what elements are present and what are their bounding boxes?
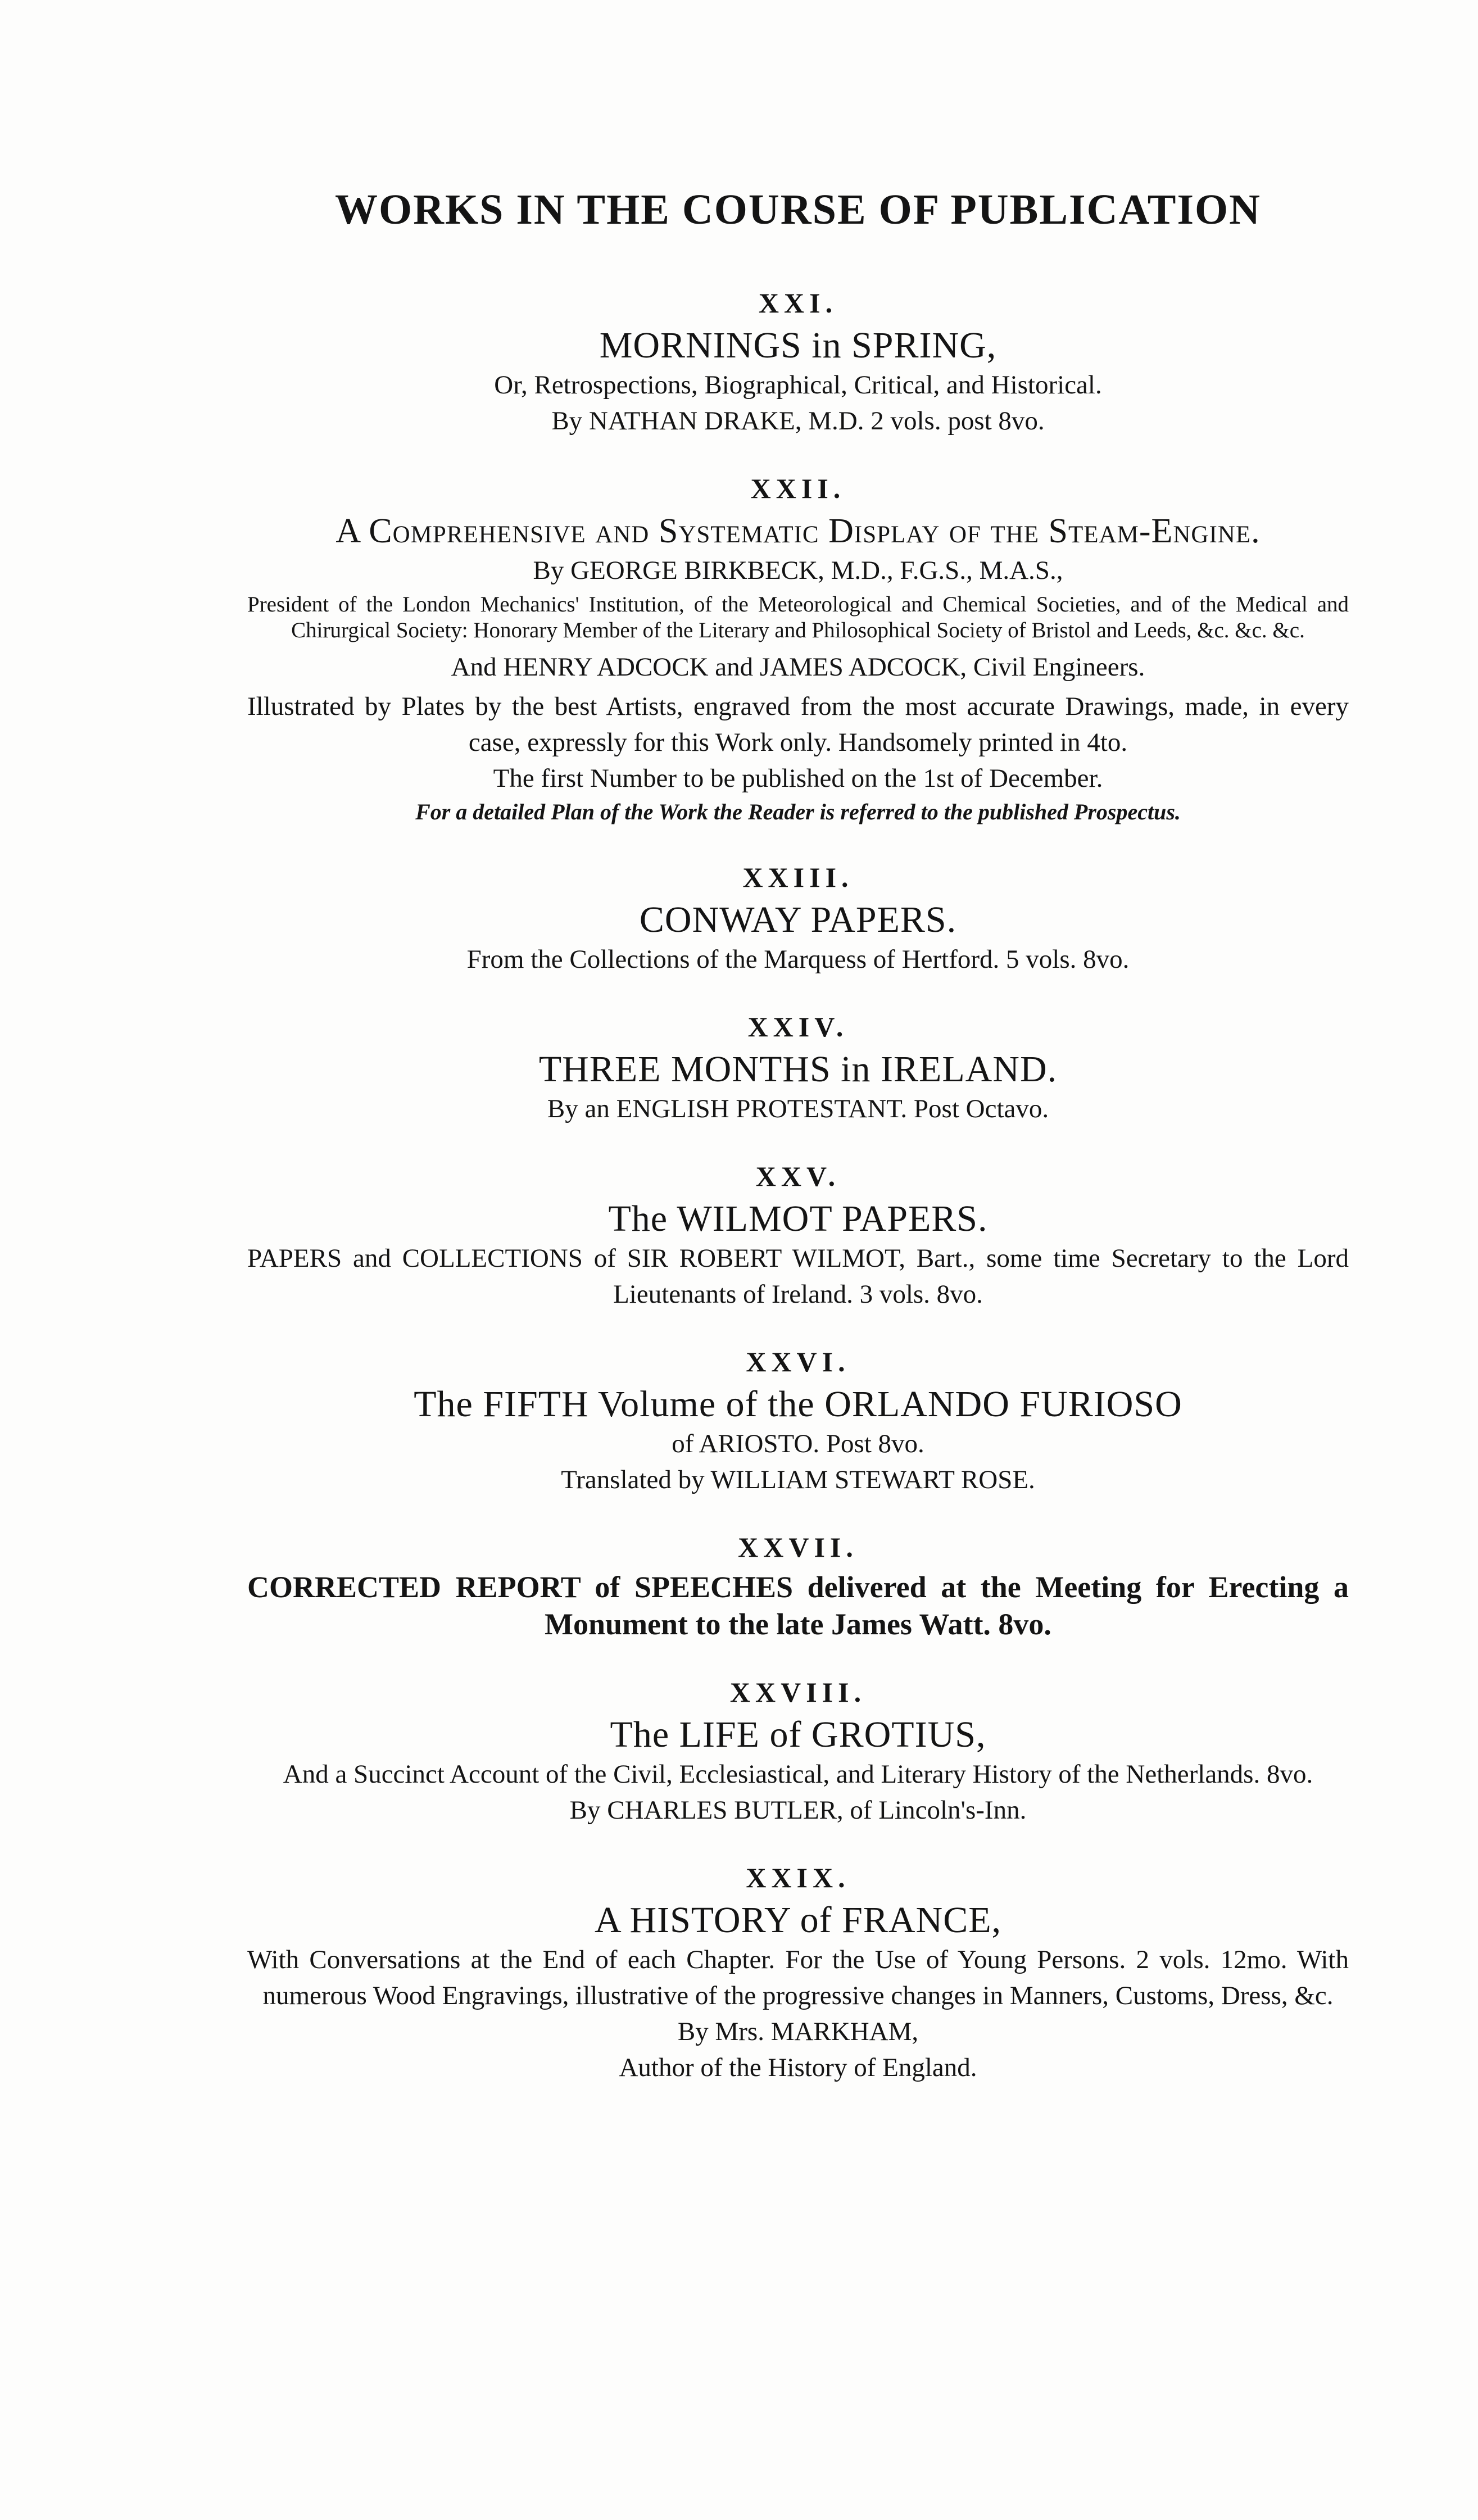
entry-subtitle: of ARIOSTO. Post 8vo. <box>672 1429 924 1458</box>
entry-title: The FIFTH Volume of the ORLANDO FURIOSO <box>414 1384 1182 1425</box>
entry-publication-date: The first Number to be published on the 1st of December. <box>493 764 1103 793</box>
entry-details: By an ENGLISH PROTESTANT. Post Octavo. <box>547 1094 1049 1123</box>
entry-number: XXVIII. <box>729 1676 867 1708</box>
entry-xxvii <box>247 1529 1349 1643</box>
entry-author: By NATHAN DRAKE, M.D. 2 vols. post 8vo. <box>551 406 1045 436</box>
entry-title: A Comprehensive and Systematic Display of the Steam-Engine. <box>336 512 1261 550</box>
entry-translator: Translated by WILLIAM STEWART ROSE. <box>561 1465 1035 1494</box>
entry-xxvi <box>247 1344 1349 1498</box>
entry-subtitle: And a Succinct Account of the Civil, Ecclesiastical, and Literary History of the Netherlands. 8vo. <box>283 1760 1313 1789</box>
entry-number: XXII. <box>750 473 846 504</box>
entry-details: From the Collections of the Marquess of Hertford. 5 vols. 8vo. <box>466 945 1130 974</box>
entry-subtitle: Or, Retrospections, Biographical, Critical, and Historical. <box>494 370 1102 400</box>
entry-author-note: Author of the History of England. <box>619 2053 977 2082</box>
entry-title: THREE MONTHS in IRELAND. <box>538 1049 1058 1090</box>
publication-list-page <box>247 185 1349 2117</box>
entry-description: Illustrated by Plates by the best Artists, engraved from the most accurate Drawings, made, in every case, expressly for this Work only. Handsomely printed in 4to. <box>247 692 1349 757</box>
entry-coauthors: And HENRY ADCOCK and JAMES ADCOCK, Civil Engineers. <box>451 652 1145 682</box>
entry-number: XXVII. <box>738 1531 858 1563</box>
entry-credentials: President of the London Mechanics' Institution, of the Meteorological and Chemical Societies, and of the Medical and Chirurgical Society: Honorary Member of the Literary and Philosophical Society of Bristol and Leeds, &c. &c. &c. <box>247 592 1349 642</box>
entry-title: The WILMOT PAPERS. <box>608 1198 988 1239</box>
entry-description: With Conversations at the End of each Chapter. For the Use of Young Persons. 2 vols. 12mo. With numerous Wood Engravings, illustrative of the progressive changes in Manners, Customs, Dress, &c. <box>247 1945 1349 2010</box>
entry-xxviii <box>247 1674 1349 1828</box>
entry-title: A HISTORY of FRANCE, <box>594 1900 1002 1941</box>
entry-xxiv <box>247 1009 1349 1127</box>
entry-number: XXI. <box>758 287 838 319</box>
entry-xxi <box>247 285 1349 439</box>
entry-author: By CHARLES BUTLER, of Lincoln's-Inn. <box>569 1796 1027 1825</box>
entry-note: For a detailed Plan of the Work the Reader is referred to the published Prospectus. <box>415 799 1181 824</box>
entry-author: By GEORGE BIRKBECK, M.D., F.G.S., M.A.S., <box>533 556 1063 585</box>
entry-xxiii <box>247 859 1349 977</box>
entry-title: CORRECTED REPORT of SPEECHES delivered at the Meeting for Erecting a Monument to the late James Watt. 8vo. <box>247 1570 1349 1641</box>
entry-title: MORNINGS in SPRING, <box>599 325 997 366</box>
entry-number: XXIV. <box>747 1011 849 1043</box>
entry-number: XXVI. <box>746 1346 850 1377</box>
entry-number: XXIII. <box>742 862 854 893</box>
page-header: WORKS IN THE COURSE OF PUBLICATION <box>334 186 1262 233</box>
entry-number: XXIX. <box>746 1862 850 1893</box>
entry-details: PAPERS and COLLECTIONS of SIR ROBERT WILMOT, Bart., some time Secretary to the Lord Lieutenants of Ireland. 3 vols. 8vo. <box>247 1244 1349 1309</box>
entry-title: CONWAY PAPERS. <box>639 899 957 940</box>
entry-xxv <box>247 1158 1349 1312</box>
entry-xxii <box>247 470 1349 828</box>
entry-author: By Mrs. MARKHAM, <box>677 2017 919 2046</box>
entry-number: XXV. <box>755 1161 841 1192</box>
entry-title: The LIFE of GROTIUS, <box>610 1714 986 1755</box>
entry-xxix <box>247 1860 1349 2086</box>
